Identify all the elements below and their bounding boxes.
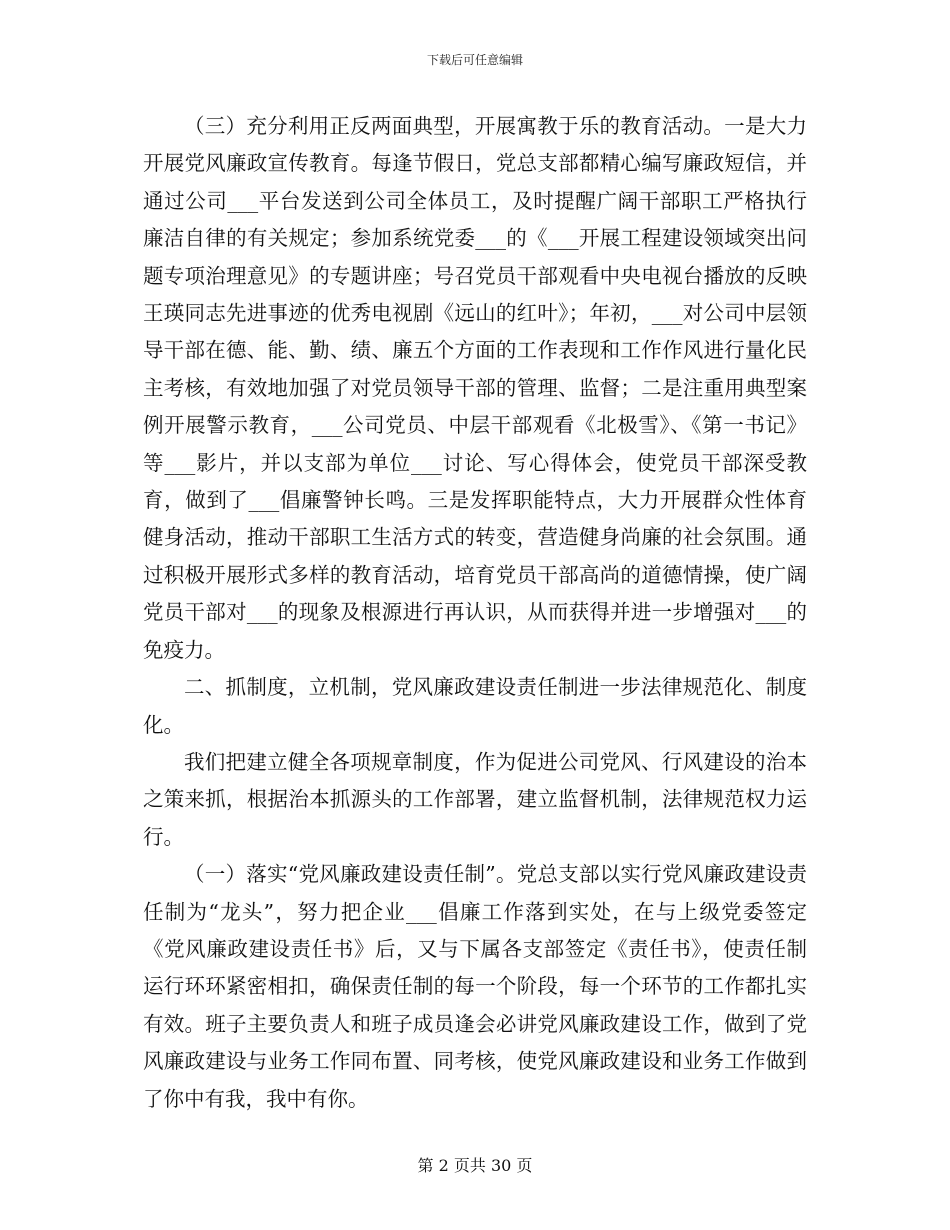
page-footer: 第 2 页共 30 页 — [417, 1156, 533, 1175]
paragraph-rules-system: 我们把建立健全各项规章制度，作为促进公司党风、行风建设的治本之策来抓，根据治本抓源头的工作部署，建立监督机制，法律规范权力运行。 — [143, 749, 807, 849]
paragraph-section-two-heading: 二、抓制度，立机制，党风廉政建设责任制进一步法律规范化、制度化。 — [143, 675, 807, 737]
paragraph-education-activities: （三）充分利用正反两面典型，开展寓教于乐的教育活动。一是大力开展党风廉政宣传教育。每逢节假日，党总支部都精心编写廉政短信，并通过公司___平台发送到公司全体员工，及时提醒广阔干部职工严格执行廉洁自律的有关规定；参加系统党委___的《___开展工程建设领域突出问题专项治理意见》的专题讲座；号召党员干部观看中央电视台播放的反映王瑛同志先进事迹的优秀电视剧《远山的红叶》；年初，___对公司中层领导干部在德、能、勤、绩、廉五个方面的工作表现和工作作风进行量化民主考核，有效地加强了对党员领导干部的管理、监督；二是注重用典型案例开展警示教育，___公司党员、中层干部观看《北极雪》、《第一书记》等___影片，并以支部为单位___讨论、写心得体会，使党员干部深受教育，做到了___倡廉警钟长鸣。三是发挥职能特点，大力开展群众性体育健身活动，推动干部职工生活方式的转变，营造健身尚廉的社会氛围。通过积极开展形式多样的教育活动，培育党员干部高尚的道德情操，使广阔党员干部对___的现象及根源进行再认识，从而获得并进一步增强对___的免疫力。 — [143, 114, 807, 662]
paragraph-responsibility-system: （一）落实“党风廉政建设责任制”。党总支部以实行党风廉政建设责任制为“龙头”，努力把企业___倡廉工作落到实处，在与上级党委签定《党风廉政建设责任书》后，又与下属各支部签定《责任书》，使责任制运行环环紧密相扣，确保责任制的每一个阶段，每一个环节的工作都扎实有效。班子主要负责人和班子成员逢会必讲党风廉政建设工作，做到了党风廉政建设与业务工作同布置、同考核，使党风廉政建设和业务工作做到了你中有我，我中有你。 — [143, 862, 807, 1111]
page-header: 下载后可任意编辑 — [426, 53, 523, 67]
document-body — [143, 108, 807, 1118]
